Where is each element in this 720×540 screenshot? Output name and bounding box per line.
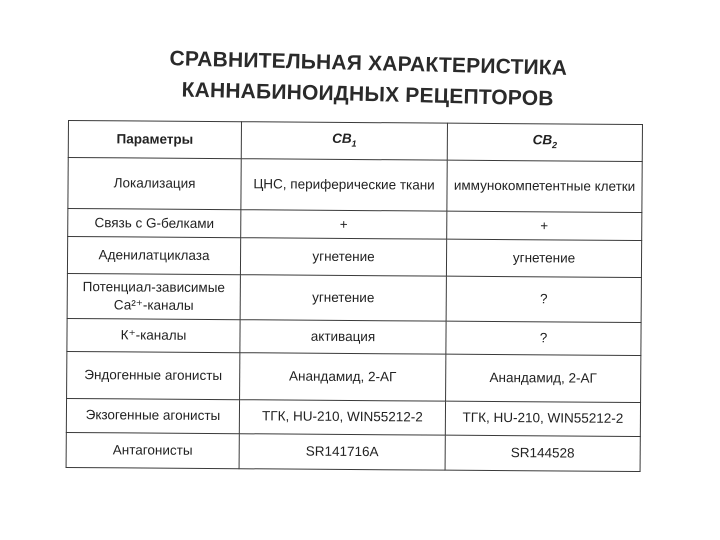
table-header-row xyxy=(68,121,642,162)
cb2-cell: иммунокомпетентные клетки xyxy=(447,160,642,212)
cb1-cell: активация xyxy=(240,320,446,354)
cb1-cell: Анандамид, 2-АГ xyxy=(240,352,446,400)
page-title xyxy=(117,42,618,116)
cb2-cell: SR144528 xyxy=(445,435,640,471)
title-line-2: КАННАБИНОИДНЫХ РЕЦЕПТОРОВ xyxy=(181,78,554,111)
param-cell: Связь с G-белками xyxy=(68,208,241,238)
header-cb1-main: CB xyxy=(332,130,352,146)
param-cell: К⁺-каналы xyxy=(67,318,240,352)
table-row xyxy=(67,351,641,402)
cb1-cell: угнетение xyxy=(240,238,446,276)
comparison-table-container xyxy=(66,120,642,472)
cb1-cell: + xyxy=(241,209,447,239)
table-row xyxy=(68,208,642,241)
table-row xyxy=(67,237,641,278)
table-row xyxy=(66,433,640,472)
cb1-cell: SR141716A xyxy=(239,434,445,470)
cb2-cell: ? xyxy=(446,276,641,322)
cb2-cell: + xyxy=(447,211,642,241)
cb1-cell: ТГК, HU-210, WIN55212-2 xyxy=(239,399,445,435)
param-cell: Потенциал-зависимые Са²⁺-каналы xyxy=(67,274,240,320)
header-parameters: Параметры xyxy=(68,121,241,159)
header-cb1-sub: 1 xyxy=(351,138,357,149)
comparison-table xyxy=(66,120,643,472)
cb2-cell: Анандамид, 2-АГ xyxy=(446,354,641,402)
cb2-cell: ? xyxy=(446,321,641,355)
param-cell: Экзогенные агонисты xyxy=(66,398,239,434)
cb2-cell: ТГК, HU-210, WIN55212-2 xyxy=(445,401,640,437)
title-line-1: СРАВНИТЕЛЬНАЯ ХАРАКТЕРИСТИКА xyxy=(169,47,568,80)
cb2-cell: угнетение xyxy=(446,239,641,277)
header-cb1 xyxy=(241,122,447,160)
cb1-cell: ЦНС, периферические ткани xyxy=(241,158,447,210)
table-row xyxy=(66,398,640,437)
param-cell: Эндогенные агонисты xyxy=(67,351,240,399)
param-cell: Локализация xyxy=(68,157,241,209)
header-cb2-sub: 2 xyxy=(552,139,558,150)
table-row xyxy=(68,157,642,212)
cb1-cell: угнетение xyxy=(240,275,446,321)
table-row xyxy=(67,274,641,323)
header-cb2 xyxy=(447,123,642,161)
header-cb2-main: CB xyxy=(532,131,553,147)
table-row xyxy=(67,318,641,355)
param-cell: Антагонисты xyxy=(66,433,239,469)
param-cell: Аденилатциклаза xyxy=(67,237,240,275)
